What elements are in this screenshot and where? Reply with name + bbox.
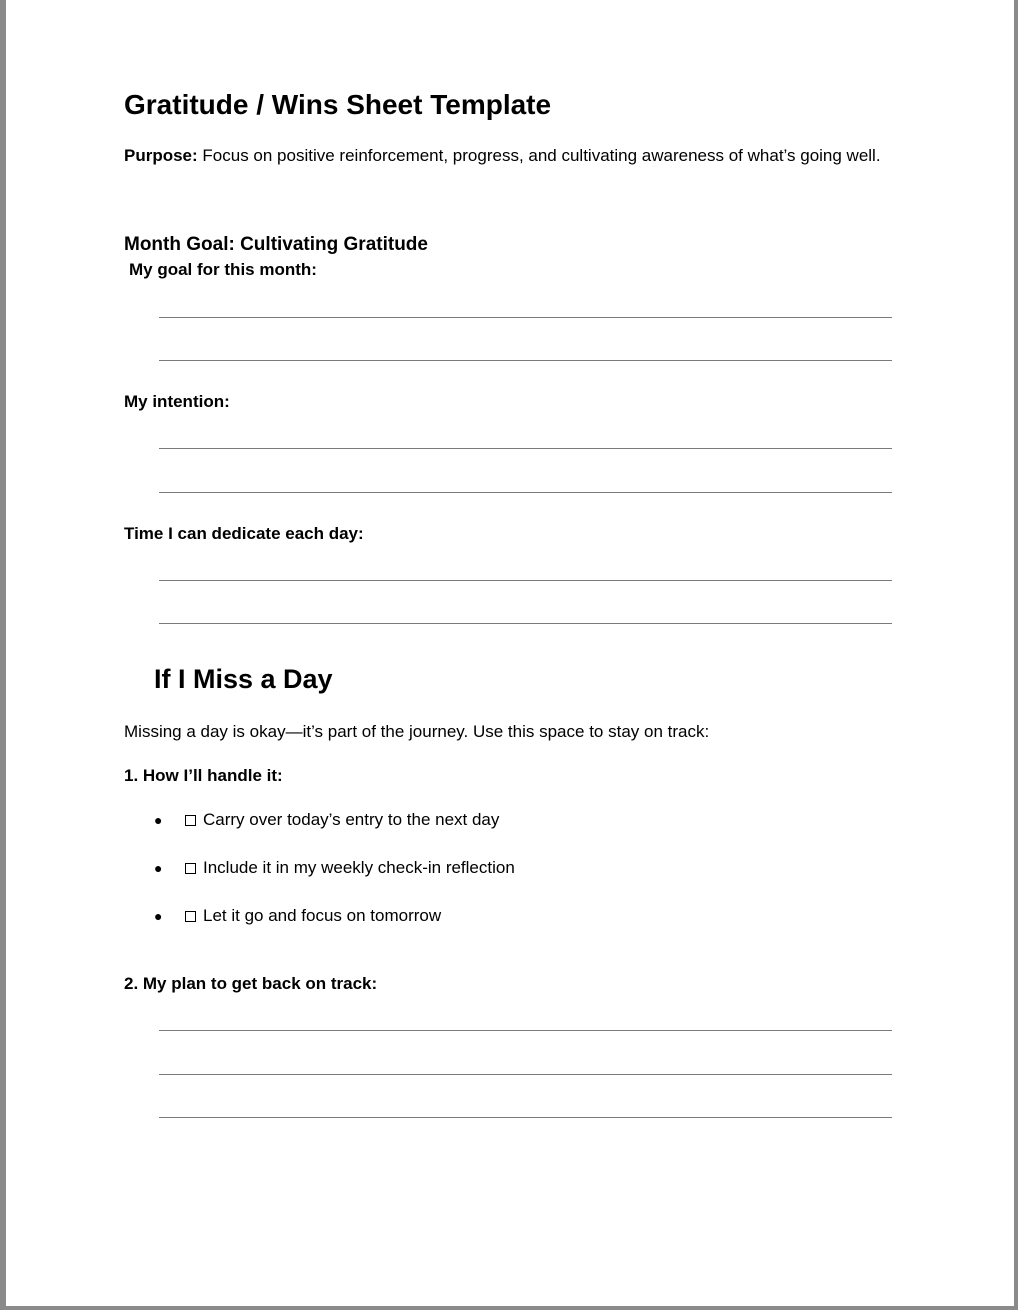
month-goal-heading: Month Goal: Cultivating Gratitude xyxy=(124,234,428,255)
goal-write-line-1[interactable] xyxy=(159,317,892,318)
option-label: Let it go and focus on tomorrow xyxy=(203,906,442,925)
intention-write-line-1[interactable] xyxy=(159,448,892,449)
goal-label: My goal for this month: xyxy=(129,260,317,279)
purpose-paragraph xyxy=(124,144,904,168)
document-page xyxy=(6,0,1014,1306)
intention-label: My intention: xyxy=(124,392,230,411)
time-label: Time I can dedicate each day: xyxy=(124,524,364,543)
plan-write-line-3[interactable] xyxy=(159,1117,892,1118)
checkbox-icon[interactable] xyxy=(185,911,196,922)
miss-day-intro: Missing a day is okay—it’s part of the journey. Use this space to stay on track: xyxy=(124,722,710,741)
purpose-label: Purpose: xyxy=(124,146,198,165)
checkbox-icon[interactable] xyxy=(185,863,196,874)
plan-label: 2. My plan to get back on track: xyxy=(124,974,378,993)
handle-label: 1. How I’ll handle it: xyxy=(124,766,283,785)
bullet-icon: ● xyxy=(154,812,163,828)
time-write-line-1[interactable] xyxy=(159,580,892,581)
bullet-icon: ● xyxy=(154,860,163,876)
bullet-icon: ● xyxy=(154,908,163,924)
intention-write-line-2[interactable] xyxy=(159,492,892,493)
goal-write-line-2[interactable] xyxy=(159,360,892,361)
plan-write-line-1[interactable] xyxy=(159,1030,892,1031)
time-write-line-2[interactable] xyxy=(159,623,892,624)
option-label: Carry over today’s entry to the next day xyxy=(203,810,500,829)
purpose-text: Focus on positive reinforcement, progress, and cultivating awareness of what’s going well. xyxy=(197,146,881,165)
option-label: Include it in my weekly check-in reflection xyxy=(203,858,515,877)
checkbox-icon[interactable] xyxy=(185,815,196,826)
page-title: Gratitude / Wins Sheet Template xyxy=(124,89,552,120)
plan-write-line-2[interactable] xyxy=(159,1074,892,1075)
miss-day-heading: If I Miss a Day xyxy=(154,664,333,694)
